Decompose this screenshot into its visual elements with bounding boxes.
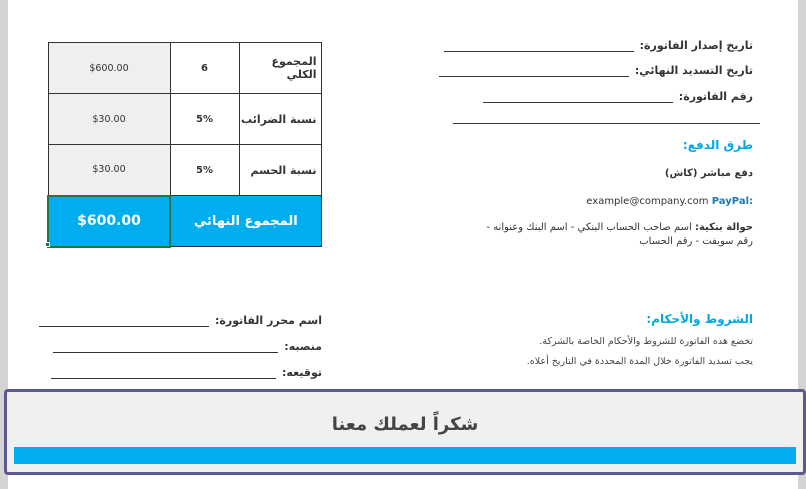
final-amount-cell[interactable]: $600.00 xyxy=(48,196,170,247)
totals-row-tax xyxy=(48,94,321,145)
due-date-line[interactable] xyxy=(439,67,629,77)
position-line[interactable] xyxy=(53,343,278,353)
position-field xyxy=(53,340,322,353)
totals-row-subtotal xyxy=(48,43,321,94)
tax-amount-cell[interactable]: $30.00 xyxy=(48,94,170,145)
signature-field xyxy=(51,366,322,379)
blank-line[interactable] xyxy=(453,123,760,124)
tax-rate-cell[interactable]: 5% xyxy=(170,94,239,145)
payment-title: طرق الدفع: xyxy=(682,138,753,152)
issuer-field xyxy=(39,314,322,327)
payment-cash: دفع مباشر (كاش) xyxy=(664,168,753,179)
position-label: منصبه: xyxy=(284,340,322,353)
discount-label-cell: نسبة الحسم xyxy=(239,145,321,196)
subtotal-label-cell: المجموع الكلي xyxy=(239,43,321,94)
terms-line1: تخضع هذه الفاتورة للشروط والأحكام الخاصة بالشركة. xyxy=(539,336,753,347)
tax-label-cell: نسبة الضرائب xyxy=(239,94,321,145)
subtotal-qty-cell[interactable]: 6 xyxy=(170,43,239,94)
totals-row-final xyxy=(48,196,321,247)
totals-row-discount xyxy=(48,145,321,196)
issuer-line[interactable] xyxy=(39,317,209,327)
paypal-key: PayPal: xyxy=(711,196,753,207)
totals-table xyxy=(47,42,322,248)
signature-label: توقيعه: xyxy=(282,366,322,379)
thanks-message: شكراً لعملك معنا xyxy=(331,414,479,435)
invoice-number-field xyxy=(483,90,753,103)
issue-date-line[interactable] xyxy=(444,42,634,52)
subtotal-amount-cell[interactable]: $600.00 xyxy=(48,43,170,94)
discount-rate-cell[interactable]: 5% xyxy=(170,145,239,196)
footer-accent-bar xyxy=(14,447,796,464)
issue-date-field xyxy=(444,39,753,52)
paypal-value: example@company.com xyxy=(586,196,709,207)
issue-date-label: تاريخ إصدار الفاتورة: xyxy=(639,39,753,52)
cell-fill-handle[interactable] xyxy=(45,242,50,247)
signature-line[interactable] xyxy=(51,369,276,379)
bank-key: حوالة بنكية: xyxy=(694,222,753,233)
bank-line1: اسم صاحب الحساب البنكي - اسم البنك وعنوانه - xyxy=(486,222,692,233)
terms-title: الشروط والأحكام: xyxy=(646,312,753,326)
final-label-cell: المجموع النهائي xyxy=(170,196,321,247)
invoice-number-label: رقم الفاتورة: xyxy=(678,90,753,103)
bank-line2: رقم سويفت - رقم الحساب xyxy=(639,236,753,247)
invoice-number-line[interactable] xyxy=(483,93,673,103)
due-date-label: تاريخ التسديد النهائي: xyxy=(634,64,753,77)
discount-amount-cell[interactable]: $30.00 xyxy=(48,145,170,196)
footer-box[interactable] xyxy=(4,389,806,475)
issuer-label: اسم محرر الفاتورة: xyxy=(215,314,322,327)
payment-bank xyxy=(486,222,753,233)
terms-line2: يجب تسديد الفاتورة خلال المدة المحددة في التاريخ أعلاه. xyxy=(526,356,753,367)
payment-paypal xyxy=(586,196,753,207)
due-date-field xyxy=(439,64,753,77)
